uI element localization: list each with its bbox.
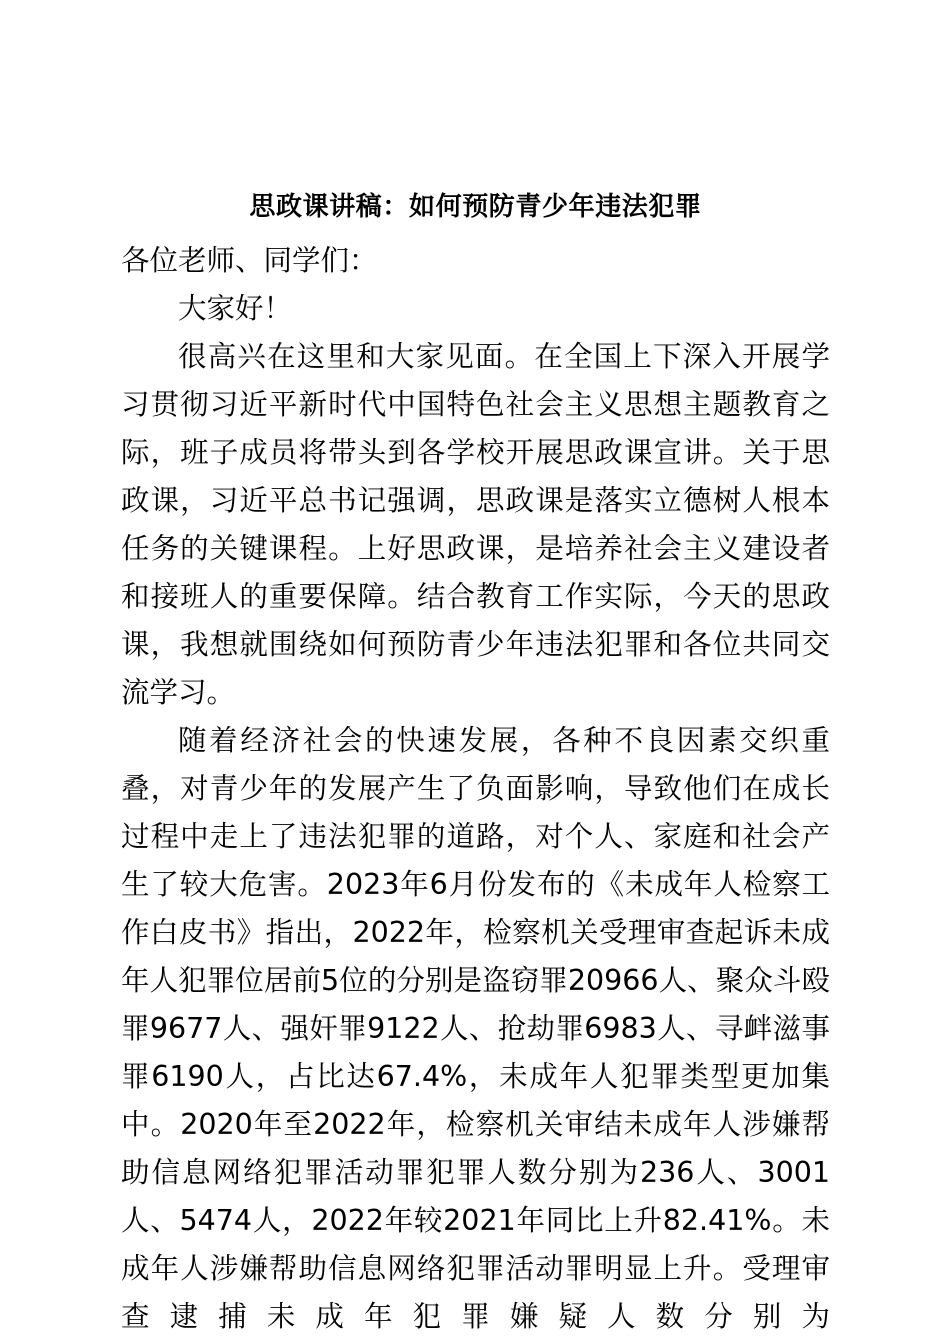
body-paragraph-1: 很高兴在这里和大家见面。在全国上下深入开展学习贯彻习近平新时代中国特色社会主义思想主题教育之际，班子成员将带头到各学校开展思政课宣讲。关于思政课，习近平总书记强调，思政课是落实立德树人根本任务的关键课程。上好思政课，是培养社会主义建设者和接班人的重要保障。结合教育工作实际，今天的思政课，我想就围绕如何预防青少年违法犯罪和各位共同交流学习。 bbox=[121, 340, 830, 709]
document-text-column bbox=[121, 0, 830, 1341]
greeting-line: 大家好！ bbox=[178, 292, 293, 325]
page-title: 思政课讲稿：如何预防青少年违法犯罪 bbox=[249, 192, 702, 222]
body-paragraph-2: 随着经济社会的快速发展，各种不良因素交织重叠，对青少年的发展产生了负面影响，导致他们在成长过程中走上了违法犯罪的道路，对个人、家庭和社会产生了较大危害。2023年6月份发布的《未成年人检察工作白皮书》指出，2022年，检察机关受理审查起诉未成年人犯罪位居前5位的分别是盗窃罪20966人、聚众斗殴罪9677人、强奸罪9122人、抢劫罪6983人、寻衅滋事罪6190人，占比达67.4%，未成年人犯罪类型更加集中。2020年至2022年，检察机关审结未成年人涉嫌帮助信息网络犯罪活动罪犯罪人数分别为236人、3001人、5474人，2022年较2021年同比上升82.41%。未成年人涉嫌帮助信息网络犯罪活动罪明显上升。受理审查逮捕未成年犯罪嫌疑人数分别为 bbox=[121, 724, 830, 1333]
salutation-line: 各位老师、同学们： bbox=[121, 244, 378, 277]
